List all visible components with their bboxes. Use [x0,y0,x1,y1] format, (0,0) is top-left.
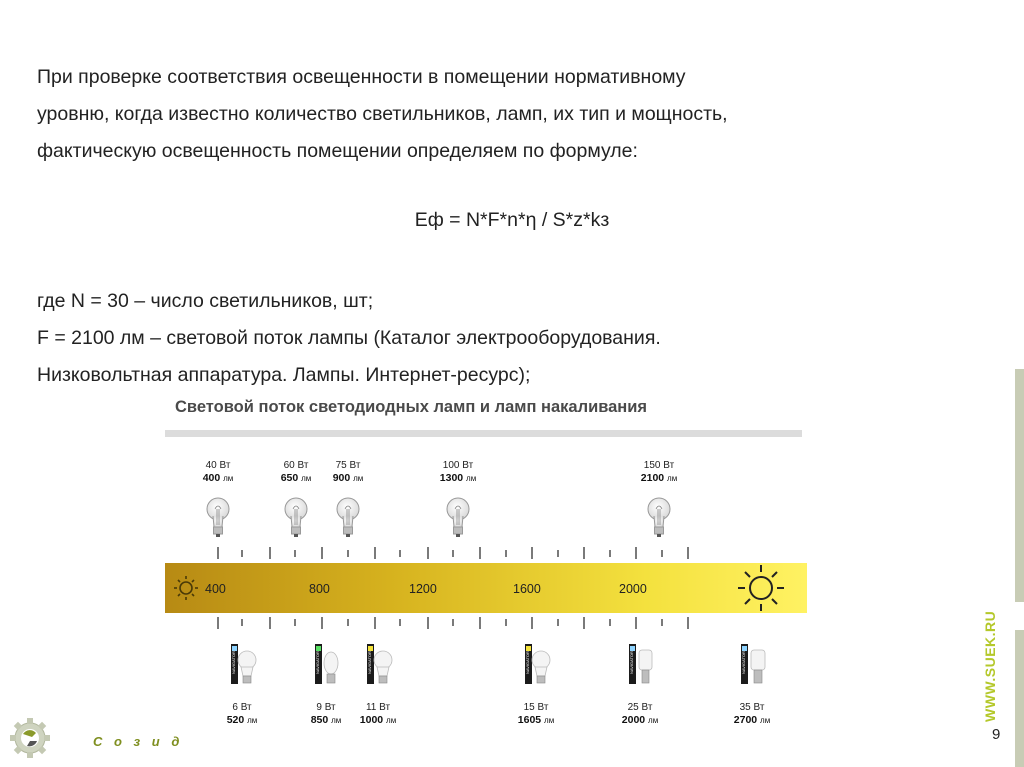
lamp-flux-unit: лм [247,716,258,725]
lamp-flux-value: 850 [310,714,329,726]
incandescent-lamp-150w [641,460,677,537]
svg-text:2100 лм [641,472,677,484]
flux-scale-bar [165,563,807,613]
lamp-flux-value: 520 [226,714,245,726]
incandescent-lamp-100w [440,460,476,537]
lamp-power-label: 6 Вт [232,702,252,713]
illuminance-formula: Еф = N*F*n*η / S*z*kз [414,209,610,231]
right-edge-bar-upper [1015,369,1024,602]
lamp-power-label: 75 Вт [335,460,361,471]
intro-paragraph [37,59,967,170]
lamp-power-label: 40 Вт [205,460,231,471]
definitions-paragraph [37,283,967,394]
lamp-flux-value: 2000 [621,714,646,726]
package-text: NAVIGATOR [367,651,372,674]
led-lamp-package-icon [741,644,765,684]
lamp-flux-unit: лм [331,716,342,725]
lamp-power-label: 15 Вт [523,702,549,713]
definition-line-3: Низковольтная аппаратура. Лампы. Интернет-ресурс); [37,364,531,386]
lamp-flux-unit: лм [301,474,312,483]
lamp-flux-value: 2700 [733,714,758,726]
scale-label-1600: 1600 [513,582,541,596]
lamp-power-label: 35 Вт [739,702,765,713]
package-text: NAVIGATOR [629,651,634,674]
lamp-flux-value: 2100 [640,472,665,484]
incandescent-lamp-75w [333,460,364,537]
svg-text:2000 лм [622,714,658,726]
package-text: NAVIGATOR [315,651,320,674]
package-text: NAVIGATOR [741,651,746,674]
lamp-flux-unit: лм [466,474,477,483]
led-lamp-package-icon [629,644,652,684]
luminous-flux-chart [160,446,810,730]
incandescent-bulb-icon [648,498,670,537]
lamp-power-label: 9 Вт [316,702,336,713]
incandescent-bulb-icon [337,498,359,537]
led-lamp-35w [734,644,770,726]
intro-line-3: фактическую освещенность помещении определяем по формуле: [37,140,638,162]
led-lamp-11w [360,644,396,726]
svg-text:520 лм [227,714,258,726]
lamp-flux-unit: лм [544,716,555,725]
package-text: NAVIGATOR [231,651,236,674]
incandescent-bulb-icon [447,498,469,537]
intro-line-1: При проверке соответствия освещенности в помещении нормативному [37,66,686,88]
package-text: NAVIGATOR [525,651,530,674]
company-logo-gear-icon [10,718,50,758]
svg-text:1000 лм [360,714,396,726]
brand-name: С о з и д [93,734,184,749]
lamp-flux-value: 1300 [439,472,464,484]
svg-text:2700 лм [734,714,770,726]
svg-text:1300 лм [440,472,476,484]
led-lamp-package-icon [231,644,256,684]
lamp-flux-value: 650 [280,472,299,484]
led-lamp-package-icon [525,644,550,684]
lamp-power-label: 150 Вт [643,460,675,471]
chart-title: Световой поток светодиодных ламп и ламп накаливания [175,398,648,416]
led-lamp-25w [622,644,658,726]
lamp-flux-unit: лм [760,716,771,725]
incandescent-lamp-40w [203,460,234,537]
led-lamp-package-icon [367,644,392,684]
lamp-flux-unit: лм [353,474,364,483]
lamp-flux-unit: лм [386,716,397,725]
lamp-flux-unit: лм [223,474,234,483]
svg-text:1605 лм [518,714,554,726]
incandescent-bulb-icon [207,498,229,537]
lamp-power-label: 11 Вт [365,702,391,713]
svg-text:400 лм [203,472,234,484]
svg-text:900 лм [333,472,364,484]
led-lamp-15w [518,644,554,726]
bottom-ticks [218,617,688,629]
website-label: WWW.SUEK.RU [982,610,998,722]
top-ticks [218,547,688,559]
lamp-flux-value: 1000 [359,714,384,726]
led-lamp-package-icon [315,644,338,684]
lamp-flux-unit: лм [648,716,659,725]
scale-label-400: 400 [205,582,226,596]
definition-line-1: где N = 30 – число светильников, шт; [37,290,374,312]
scale-label-2000: 2000 [619,582,647,596]
lamp-power-label: 100 Вт [442,460,474,471]
right-edge-bar-lower [1015,630,1024,767]
lamp-flux-unit: лм [667,474,678,483]
led-lamp-9w [311,644,342,726]
lamp-flux-value: 400 [202,472,221,484]
incandescent-lamp-60w [281,460,312,537]
scale-label-1200: 1200 [409,582,437,596]
lamp-power-label: 25 Вт [627,702,653,713]
intro-line-2: уровню, когда известно количество светильников, ламп, их тип и мощность, [37,103,728,125]
page-number: 9 [992,726,1001,743]
scale-label-800: 800 [309,582,330,596]
lamp-power-label: 60 Вт [283,460,309,471]
definition-line-2: F = 2100 лм – световой поток лампы (Каталог электрооборудования. [37,327,661,349]
lamp-flux-value: 900 [332,472,351,484]
led-lamp-6w [227,644,258,726]
svg-text:850 лм [311,714,342,726]
svg-text:650 лм [281,472,312,484]
chart-title-rule [165,430,802,437]
lamp-flux-value: 1605 [517,714,542,726]
incandescent-bulb-icon [285,498,307,537]
